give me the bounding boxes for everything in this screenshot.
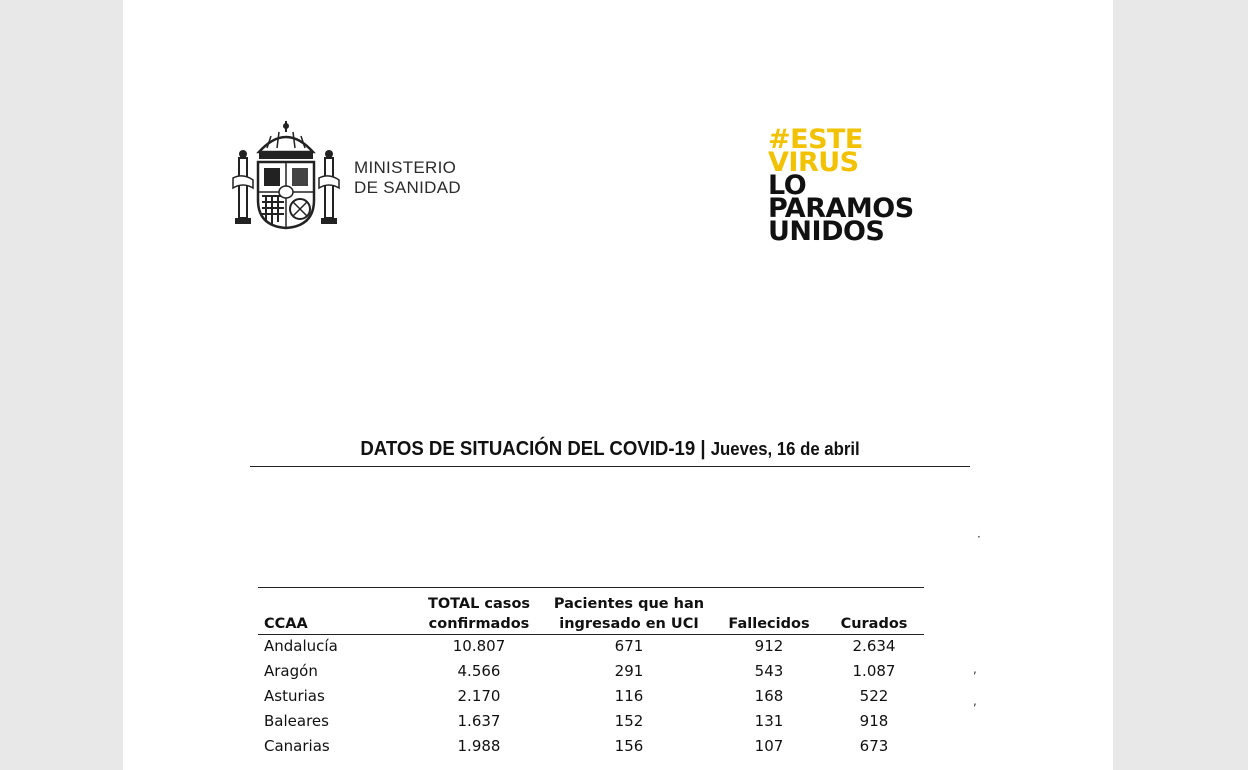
header-uci bbox=[544, 590, 714, 634]
document-title-text: DATOS DE SITUACIÓN DEL COVID-19 | bbox=[360, 438, 711, 460]
cell-fallecidos: 168 bbox=[754, 687, 784, 705]
margin-mark: , bbox=[973, 662, 977, 676]
campaign-lo: LO bbox=[768, 170, 807, 201]
title-divider bbox=[250, 466, 970, 467]
cell-total: 10.807 bbox=[452, 637, 506, 655]
header-total-line2: confirmados bbox=[428, 616, 530, 632]
cell-curados: 522 bbox=[859, 687, 889, 705]
coat-of-arms-icon bbox=[231, 118, 341, 232]
cell-curados: 2.634 bbox=[852, 637, 896, 655]
document-title bbox=[275, 438, 945, 461]
cell-uci: 152 bbox=[614, 712, 644, 730]
cell-ccaa: Canarias bbox=[264, 737, 330, 755]
cell-uci: 116 bbox=[614, 687, 644, 705]
cell-fallecidos: 912 bbox=[754, 637, 784, 655]
cell-ccaa: Asturias bbox=[264, 687, 325, 705]
cell-ccaa: Aragón bbox=[264, 662, 318, 680]
table-row bbox=[258, 684, 924, 709]
header-total-line1: TOTAL casos bbox=[427, 596, 531, 612]
table-header-row bbox=[258, 590, 924, 634]
ministry-name-line1: MINISTERIO bbox=[354, 158, 457, 177]
ministry-name-line2: DE SANIDAD bbox=[354, 178, 461, 197]
header-curados: Curados bbox=[840, 616, 908, 632]
cell-curados: 1.087 bbox=[852, 662, 896, 680]
campaign-hashtag: #ESTE bbox=[768, 124, 863, 155]
margin-mark: · bbox=[977, 530, 981, 544]
cell-uci: 671 bbox=[614, 637, 644, 655]
table-header-rule bbox=[258, 634, 924, 635]
cell-fallecidos: 131 bbox=[754, 712, 784, 730]
header-ccaa: CCAA bbox=[264, 616, 308, 632]
campaign-logo bbox=[768, 124, 914, 247]
campaign-paramos: PARAMOS bbox=[768, 193, 914, 224]
cell-total: 2.170 bbox=[457, 687, 501, 705]
covid-data-table bbox=[258, 590, 924, 759]
document-date: Jueves, 16 de abril bbox=[710, 439, 860, 459]
header-total bbox=[414, 590, 544, 634]
cell-curados: 918 bbox=[859, 712, 889, 730]
cell-fallecidos: 543 bbox=[754, 662, 784, 680]
table-row bbox=[258, 659, 924, 684]
campaign-virus: VIRUS bbox=[768, 147, 859, 178]
header-uci-line1: Pacientes que han bbox=[553, 596, 705, 612]
campaign-unidos: UNIDOS bbox=[768, 216, 885, 247]
cell-total: 4.566 bbox=[457, 662, 501, 680]
header-uci-line2: ingresado en UCI bbox=[559, 616, 699, 632]
margin-mark: , bbox=[973, 694, 977, 708]
table-row bbox=[258, 734, 924, 759]
cell-uci: 291 bbox=[614, 662, 644, 680]
cell-total: 1.637 bbox=[457, 712, 501, 730]
cell-ccaa: Andalucía bbox=[264, 637, 338, 655]
cell-curados: 673 bbox=[859, 737, 889, 755]
cell-total: 1.988 bbox=[457, 737, 501, 755]
header-fallecidos: Fallecidos bbox=[728, 616, 810, 632]
cell-uci: 156 bbox=[614, 737, 644, 755]
cell-ccaa: Baleares bbox=[264, 712, 329, 730]
ministry-name bbox=[354, 158, 461, 198]
cell-fallecidos: 107 bbox=[754, 737, 784, 755]
table-row bbox=[258, 634, 924, 659]
table-top-rule bbox=[258, 587, 924, 588]
table-row bbox=[258, 709, 924, 734]
document-page bbox=[123, 0, 1113, 770]
